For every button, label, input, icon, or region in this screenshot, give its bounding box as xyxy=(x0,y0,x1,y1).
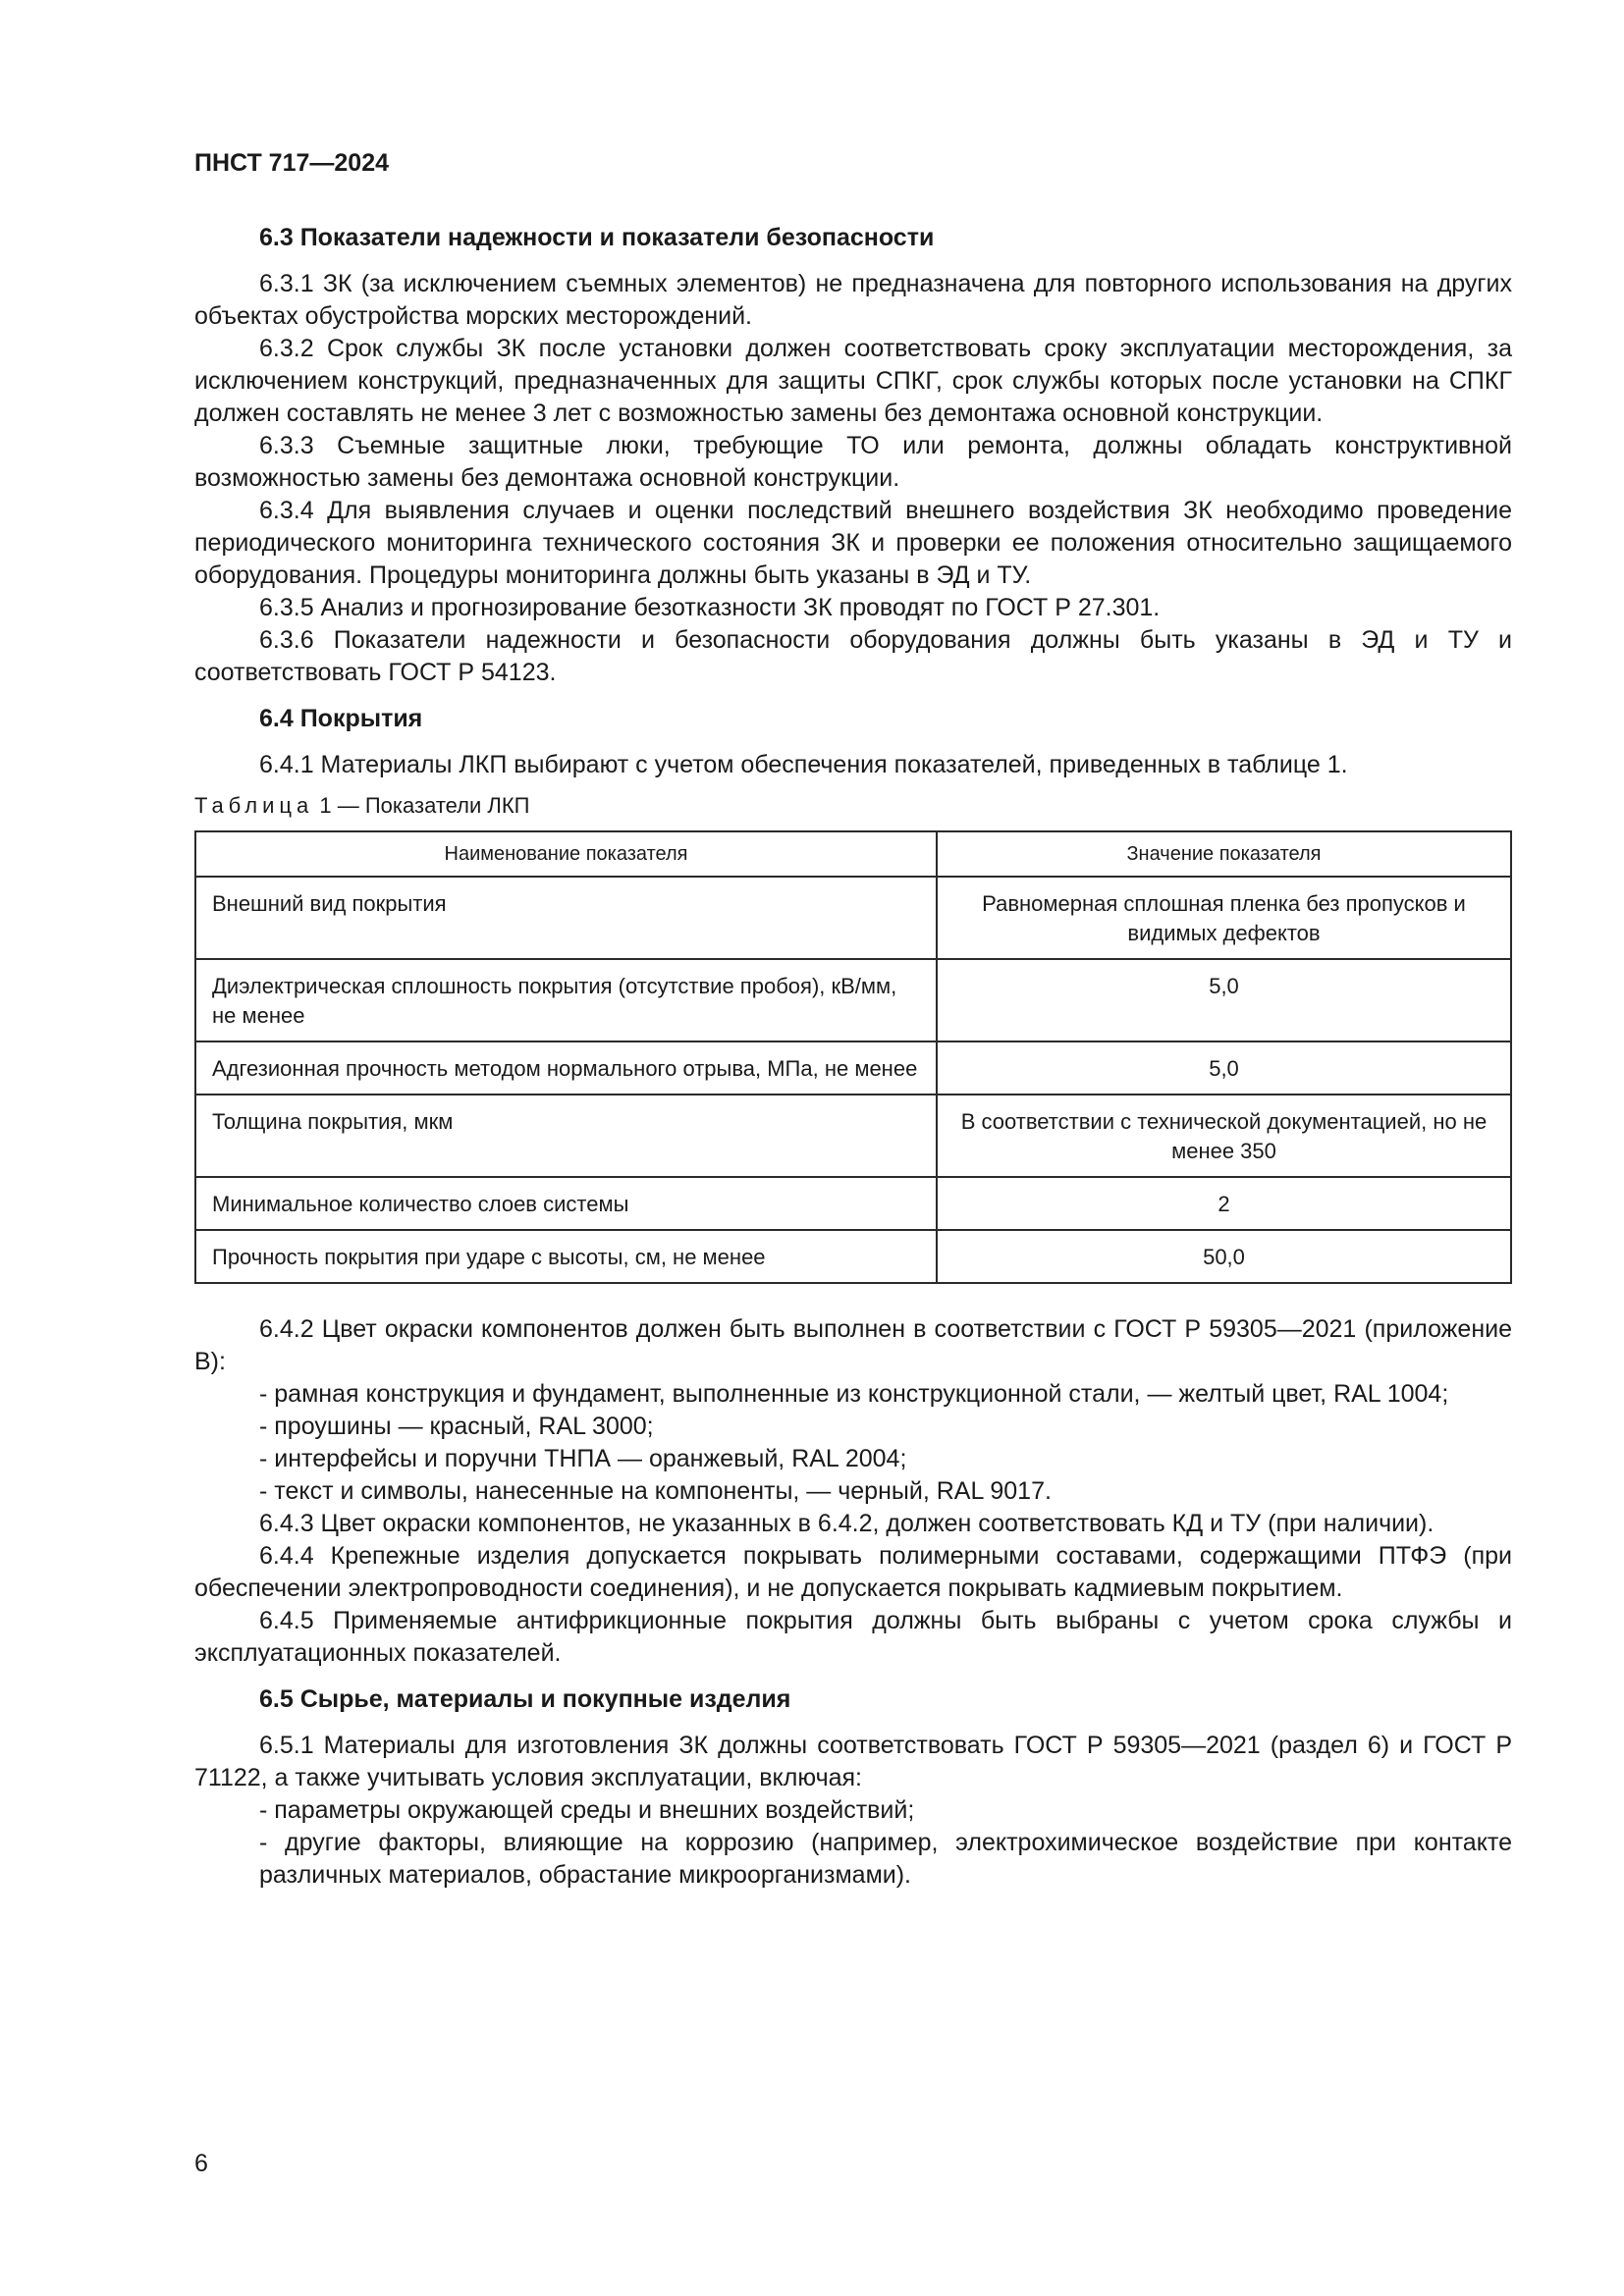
paragraph-6-3-5: 6.3.5 Анализ и прогнозирование безотказности ЗК проводят по ГОСТ Р 27.301. xyxy=(259,594,1161,621)
paragraph-6-3-1: 6.3.1 ЗК (за исключением съемных элементов) не предназначена для повторного использования на других объектах обустройства морских месторождений. xyxy=(194,270,1512,330)
table-cell-name: Толщина покрытия, мкм xyxy=(195,1095,937,1177)
table-cell-value: 2 xyxy=(937,1177,1511,1230)
table-cell-name: Диэлектрическая сплошность покрытия (отсутствие пробоя), кВ/мм, не менее xyxy=(195,959,937,1041)
table-header-row xyxy=(195,831,1511,877)
document-code-header: ПНСТ 717—2024 xyxy=(194,149,389,177)
page-number: 6 xyxy=(194,2150,208,2177)
column-header-name: Наименование показателя xyxy=(195,831,937,877)
paragraph-6-4-1: 6.4.1 Материалы ЛКП выбирают с учетом обеспечения показателей, приведенных в таблице 1. xyxy=(259,751,1348,778)
table-cell-value: Равномерная сплошная пленка без пропусков и видимых дефектов xyxy=(937,877,1511,959)
list-item: - другие факторы, влияющие на коррозию (например, электрохимическое воздействие при контакте различных материалов, обрастание микроорганизмами). xyxy=(259,1829,1512,1889)
paragraph-6-4-3: 6.4.3 Цвет окраски компонентов, не указанных в 6.4.2, должен соответствовать КД и ТУ (при наличии). xyxy=(259,1510,1435,1537)
table-cell-name: Внешний вид покрытия xyxy=(195,877,937,959)
list-item: - текст и символы, нанесенные на компоненты, — черный, RAL 9017. xyxy=(259,1477,1052,1505)
list-item: - параметры окружающей среды и внешних воздействий; xyxy=(259,1796,915,1824)
table-row xyxy=(195,1230,1511,1283)
paragraph-6-4-2: 6.4.2 Цвет окраски компонентов должен быть выполнен в соответствии с ГОСТ Р 59305—2021 (приложение В): xyxy=(194,1315,1512,1375)
table-row xyxy=(195,959,1511,1041)
paragraph-6-4-5: 6.4.5 Применяемые антифрикционные покрытия должны быть выбраны с учетом срока службы и эксплуатационных показателей. xyxy=(194,1607,1512,1667)
table-row xyxy=(195,1095,1511,1177)
table-row xyxy=(195,1177,1511,1230)
section-6-4-title: 6.4 Покрытия xyxy=(259,705,423,732)
table-cell-value: 50,0 xyxy=(937,1230,1511,1283)
table-cell-value: 5,0 xyxy=(937,1041,1511,1095)
table-row xyxy=(195,1041,1511,1095)
table-cell-name: Прочность покрытия при ударе с высоты, см, не менее xyxy=(195,1230,937,1283)
table-cell-name: Адгезионная прочность методом нормального отрыва, МПа, не менее xyxy=(195,1041,937,1095)
table-caption-title: 1 — Показатели ЛКП xyxy=(313,793,530,818)
document-body xyxy=(194,222,1512,1892)
list-item: - проушины — красный, RAL 3000; xyxy=(259,1413,654,1440)
paragraph-6-4-4: 6.4.4 Крепежные изделия допускается покрывать полимерными составами, содержащими ПТФЭ (при обеспечении электропроводности соединения), и не допускается покрывать кадмиевым покрытием. xyxy=(194,1542,1512,1602)
paragraph-6-3-2: 6.3.2 Срок службы ЗК после установки должен соответствовать сроку эксплуатации месторождения, за исключением конструкций, предназначенных для защиты СПКГ, срок службы которых после установки на СПКГ должен составлять не менее 3 лет с возможностью замены без демонтажа основной конструкции. xyxy=(194,335,1512,427)
table-cell-value: 5,0 xyxy=(937,959,1511,1041)
paragraph-6-3-4: 6.3.4 Для выявления случаев и оценки последствий внешнего воздействия ЗК необходимо проведение периодического мониторинга технического состояния ЗК и проверки ее положения относительно защищаемого оборудования. Процедуры мониторинга должны быть указаны в ЭД и ТУ. xyxy=(194,497,1512,589)
paragraph-6-3-6: 6.3.6 Показатели надежности и безопасности оборудования должны быть указаны в ЭД и ТУ и соответствовать ГОСТ Р 54123. xyxy=(194,626,1512,686)
table-cell-name: Минимальное количество слоев системы xyxy=(195,1177,937,1230)
column-header-value: Значение показателя xyxy=(937,831,1511,877)
paragraph-6-5-1: 6.5.1 Материалы для изготовления ЗК должны соответствовать ГОСТ Р 59305—2021 (раздел 6) и ГОСТ Р 71122, а также учитывать условия эксплуатации, включая: xyxy=(194,1732,1512,1791)
section-6-5-title: 6.5 Сырье, материалы и покупные изделия xyxy=(259,1685,791,1713)
table-caption xyxy=(194,791,1512,821)
section-6-3-title: 6.3 Показатели надежности и показатели безопасности xyxy=(259,224,935,251)
paragraph-6-3-3: 6.3.3 Съемные защитные люки, требующие ТО или ремонта, должны обладать конструктивной возможностью замены без демонтажа основной конструкции. xyxy=(194,432,1512,492)
table-row xyxy=(195,877,1511,959)
table-cell-value: В соответствии с технической документацией, но не менее 350 xyxy=(937,1095,1511,1177)
list-item: - интерфейсы и поручни ТНПА — оранжевый, RAL 2004; xyxy=(259,1445,907,1472)
coating-parameters-table xyxy=(194,830,1512,1284)
list-item: - рамная конструкция и фундамент, выполненные из конструкционной стали, — желтый цвет, RAL 1004; xyxy=(259,1380,1449,1408)
table-caption-word: Таблица xyxy=(194,793,314,818)
